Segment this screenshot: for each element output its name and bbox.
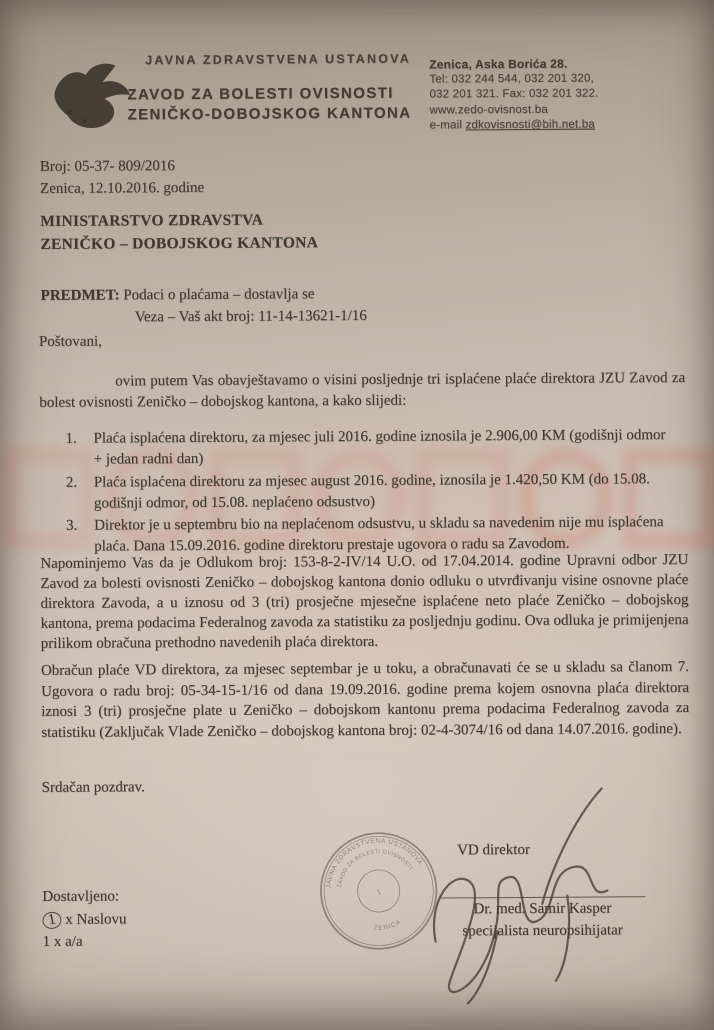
reference-date: Zenica, 12.10.2016. godine: [39, 179, 205, 197]
obracun-paragraph: Obračun plaće VD direktora, za mjesec septembar je u toku, a obračunavati će se u skladu sa članom 7. Ugovora o radu broj: 05-34-15-1/16 od dana 19.09.2016. godine prema kojem osnovna plaća direktora iznosi 3 (tri) prosječne plate u Zeničko – dobojskom kantonu prema podacima Federalnog zavoda za statistiku (Zaključak Vlade Zeničko – dobojskog kantona broj: 02-4-3074/16 od dana 14.07.2016. godine).: [40, 658, 690, 741]
signer-credentials: specijalista neuropsihijatar: [462, 922, 623, 940]
distribution-label: Dostavljeno:: [42, 888, 120, 905]
org-type-heading: JAVNA ZDRAVSTVENA USTANOVA: [145, 51, 412, 68]
subject-block: [41, 284, 367, 329]
org-name-line1: ZAVOD ZA BOLESTI OVISNOSTI: [127, 84, 394, 104]
subject-reference: Veza – Vaš akt broj: 11-14-13621-1/16: [134, 307, 367, 326]
distribution-item-1-text: x Naslovu: [61, 910, 127, 928]
salutation: Poštovani,: [38, 333, 102, 350]
closing-phrase: Srdačan pozdrav.: [41, 779, 145, 796]
reference-number: Broj: 05-37- 809/2016: [39, 158, 175, 175]
addressee-block: [40, 208, 318, 256]
salary-list: [65, 425, 668, 559]
bird-logo: [47, 57, 140, 143]
contact-phone-1: Tel: 032 244 544, 032 201 320,: [429, 72, 594, 86]
subject-text: Podaci o plaćama – dostavlja se: [119, 286, 315, 304]
distribution-item-1: [42, 908, 126, 931]
contact-block: [429, 56, 599, 135]
stamp-ring-top-text: JAVNA ZDRAVSTVENA USTANOVA: [325, 837, 424, 889]
stamp-bottom-text: ZENICA: [373, 918, 403, 932]
reference-block: [40, 156, 204, 201]
list-item-number: 1.: [65, 430, 77, 447]
list-item-text: Direktor je u septembru bio na neplaćenom odsustvu, u skladu sa navedenim nije mu isplaćena plaća. Dana 15.09.2016. godine direktoru prestaje ugovora o radu sa Zavodom.: [94, 514, 664, 556]
signer-title: VD direktor: [457, 841, 531, 859]
signer-name: Dr. med. Samir Kasper: [473, 900, 612, 918]
email-label: e-mail: [429, 119, 466, 132]
list-item-number: 2.: [65, 474, 78, 491]
napomena-paragraph: Napominjemo Vas da je Odlukom broj: 153-8-2-IV/14 U.O. od 17.04.2014. godine Upravni odbor JZU Zavod za bolesti ovisnosti Zeničko – dobojskog kantona donio odluku o utvrđivanju visine osnovne plaće direktora Zavoda, a u iznosu od 3 (tri) prosječne mjesečne isplaćene neto plaće Zeničko – dobojskog kantona, prema podacima Federalnog zavoda za statistiku za posljednju godinu. Ova odluka je primijenjena prilikom obračuna prethodno navedenih plaća direktora.: [40, 551, 689, 652]
contact-website: www.zedo-ovisnost.ba: [429, 103, 548, 117]
list-item-text: Plaća isplaćena direktoru, za mjesec juli 2016. godine iznosila je 2.906,00 KM (godišnji odmor + jedan radni dan): [93, 427, 666, 468]
contact-phone-2: 032 201 321. Fax: 032 201 322.: [429, 88, 599, 102]
list-item: [65, 425, 667, 471]
distribution-block: [42, 885, 126, 953]
stamp-center-number: 1: [375, 886, 382, 897]
circled-one-mark: 1: [41, 910, 63, 930]
contact-email-line: [430, 118, 599, 134]
org-name-line2: ZENIČKO-DOBOJSKOG KANTONA: [127, 104, 412, 124]
contact-address: Zenica, Aska Borića 28.: [429, 56, 568, 72]
intro-paragraph: ovim putem Vas obavještavamo o visini posljednje tri isplaćene plaće direktora JZU Zavod za bolest ovisnosti Zeničko – dobojskog kantona, a kako slijedi:: [39, 369, 686, 411]
stamp-ring-inner-text: ZAVOD ZA BOLESTI OVISNOSTI: [337, 849, 414, 888]
list-item-number: 3.: [66, 517, 78, 534]
email-address: zdkovisnosti@bih.net.ba: [465, 118, 596, 132]
list-item: [66, 469, 668, 515]
addressee-line1: MINISTARSTVO ZDRAVSTVA: [40, 211, 264, 230]
handwritten-signature: [397, 780, 648, 1017]
subject-label: PREDMET:: [40, 287, 120, 304]
distribution-item-2: 1 x a/a: [42, 933, 83, 950]
addressee-line2: ZENIČKO – DOBOJSKOG KANTONA: [40, 234, 319, 254]
list-item-text: Plaća isplaćena direktoru za mjesec august 2016. godine, iznosila je 1.420,50 KM (do 15.08. godišnji odmor, od 15.08. neplaćeno odsustvo): [93, 470, 650, 512]
org-name-heading: [127, 84, 411, 125]
subject-line: [41, 284, 367, 308]
